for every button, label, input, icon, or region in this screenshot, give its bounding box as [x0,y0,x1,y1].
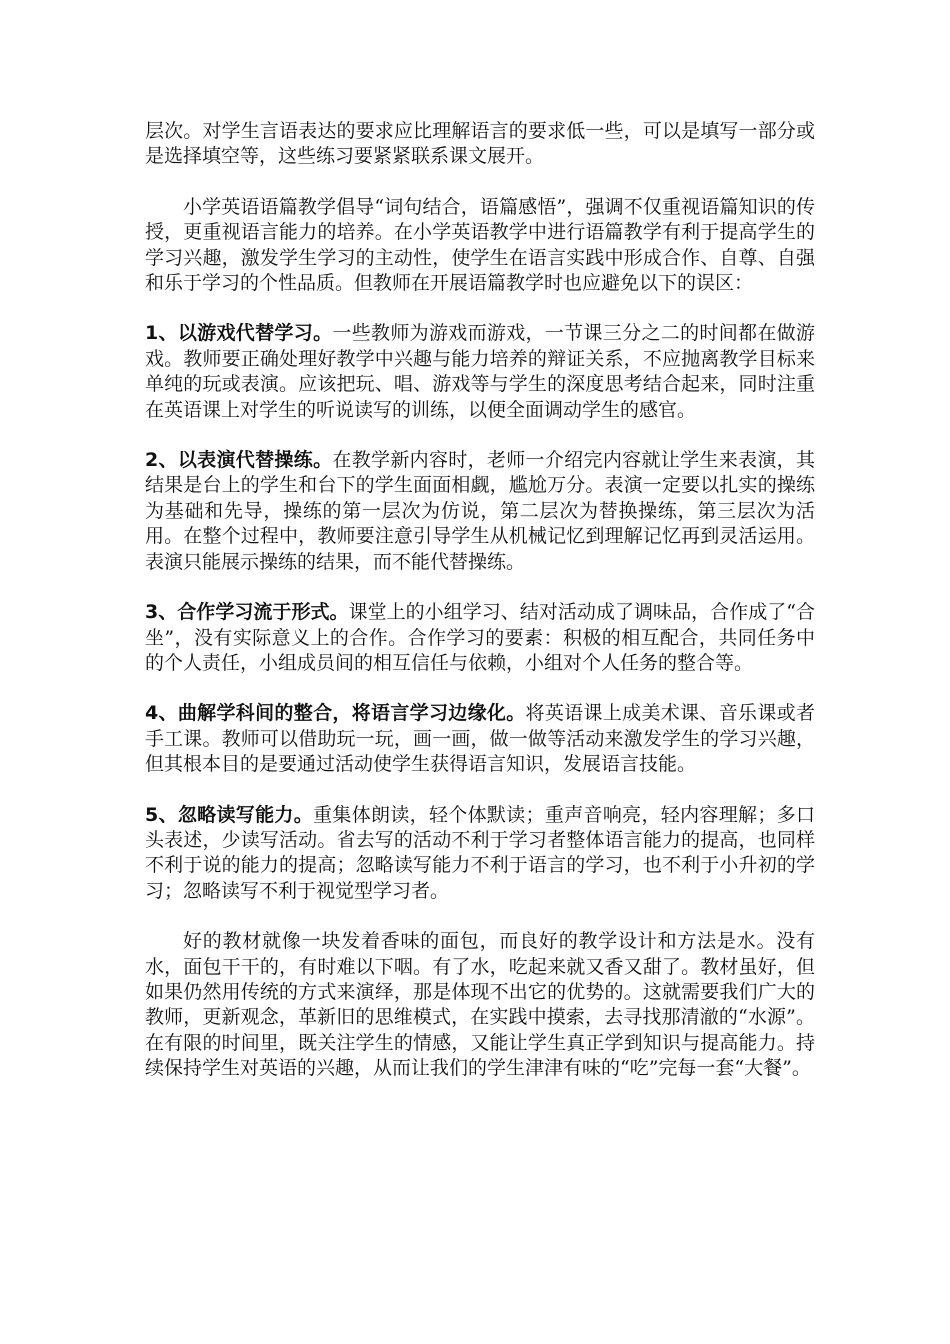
paragraph-gap [145,423,815,448]
paragraph-conclusion: 好的教材就像一块发着香味的面包，而良好的教学设计和方法是水。没有水，面包干干的，有时难以下咽。有了水，吃起来就又香又甜了。教材虽好，但如果仍然用传统的方式来演绎，那是体现不出它的优势的。这就需要我们广大的教师，更新观念，革新旧的思维模式，在实践中摸索，去寻找那清澈的“水源”。在有限的时间里，既关注学生的情感，又能让学生真正学到知识与提高能力。持续保持学生对英语的兴趣，从而让我们的学生津津有味的“吃”完每一套“大餐”。 [145,930,815,1080]
item-text: 将英语课上成美术课、音乐课或者手工课。教师可以借助玩一玩，画一画，做一做等活动来激发学生的学习兴趣，但其根本目的是要通过活动使学生获得语言知识，发展语言技能。 [145,702,815,776]
paragraph-intro: 小学英语语篇教学倡导“词句结合，语篇感悟”，强调不仅重视语篇知识的传授，更重视语言能力的培养。在小学英语教学中进行语篇教学有利于提高学生的学习兴趣，激发学生学习的主动性，使学生在语言实践中形成合作、自尊、自强和乐于学习的个性品质。但教师在开展语篇教学时也应避免以下的误区： [145,195,815,295]
document-page [145,119,815,1082]
paragraph-gap [145,904,815,929]
paragraph-gap [145,296,815,321]
misconception-item-3 [145,600,815,676]
misconception-item-1 [145,321,815,423]
item-heading: 2、以表演代替操练。 [145,449,333,472]
item-text: 一些教师为游戏而游戏，一节课三分之二的时间都在做游戏。教师要正确处理好教学中兴趣与能力培养的辩证关系，不应抛离教学目标来单纯的玩或表演。应该把玩、唱、游戏等与学生的深度思考结合起来，同时注重在英语课上对学生的听说读写的训练，以便全面调动学生的感官。 [145,322,815,421]
paragraph-gap [145,170,815,195]
item-text: 在教学新内容时，老师一介绍完内容就让学生来表演，其结果是台上的学生和台下的学生面面相觑，尴尬万分。表演一定要以扎实的操练为基础和先导，操练的第一层次为仿说，第二层次为替换操练，第三层次为活用。在整个过程中，教师要注意引导学生从机械记忆到理解记忆再到灵活运用。表演只能展示操练的结果，而不能代替操练。 [145,449,815,573]
misconception-item-4 [145,701,815,777]
paragraph-continuation: 层次。对学生言语表达的要求应比理解语言的要求低一些，可以是填写一部分或是选择填空等，这些练习要紧紧联系课文展开。 [145,120,815,168]
item-text: 重集体朗读，轻个体默读；重声音响亮，轻内容理解；多口头表述，少读写活动。省去写的活动不利于学习者整体语言能力的提高，也同样不利于说的能力的提高；忽略读写能力不利于语言的学习，也不利于小升初的学习；忽略读写不利于视觉型学习者。 [145,803,815,902]
paragraph-gap [145,575,815,600]
item-heading: 4、曲解学科间的整合，将语言学习边缘化。 [145,702,526,725]
item-heading: 5、忽略读写能力。 [145,803,314,826]
misconception-item-2 [145,448,815,575]
paragraph-gap [145,778,815,803]
misconception-item-5 [145,803,815,905]
paragraph-gap [145,676,815,701]
item-heading: 3、合作学习流于形式。 [145,601,349,624]
item-text: 课堂上的小组学习、结对活动成了调味品，合作成了“合坐”，没有实际意义上的合作。合作学习的要素：积极的相互配合，共同任务中的个人责任，小组成员间的相互信任与依赖，小组对个人任务的整合等。 [145,601,815,674]
item-heading: 1、以游戏代替学习。 [145,322,333,345]
